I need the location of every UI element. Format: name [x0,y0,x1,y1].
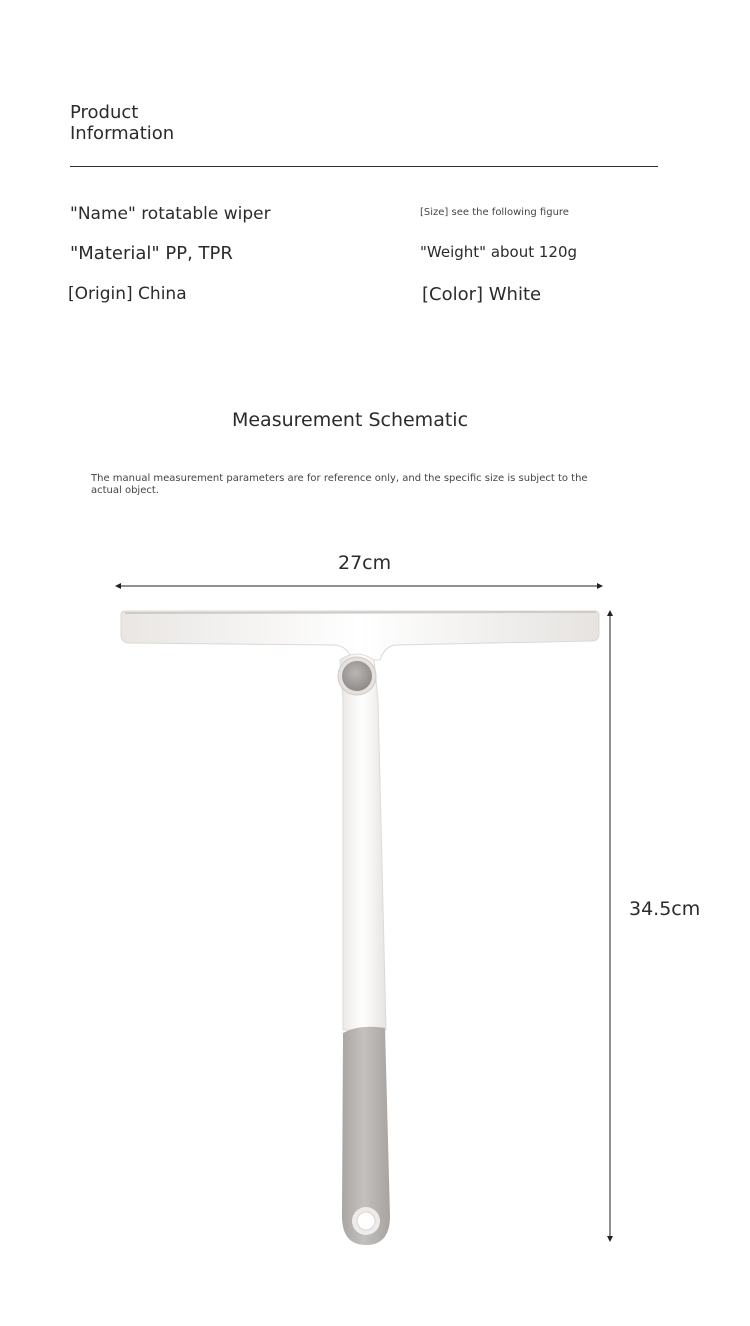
spec-weight: "Weight" about 120g [420,243,578,261]
spec-material: "Material" PP, TPR [70,243,233,264]
spec-size: [Size] see the following figure [420,207,569,218]
height-dimension-line [607,610,613,1242]
spec-name: "Name" rotatable wiper [70,204,271,224]
rotation-knob [338,657,376,695]
hanging-hole-icon [352,1207,380,1235]
width-dimension-line [115,583,603,589]
spec-color: [Color] White [422,284,542,305]
measurement-disclaimer: The manual measurement parameters are for reference only, and the specific size is subject to the actual object. [91,473,588,496]
wiper-blade [121,611,599,660]
measurement-schematic-title: Measurement Schematic [231,409,469,431]
spec-origin: [Origin] China [68,284,187,304]
width-label: 27cm [338,552,392,574]
height-label: 34.5cm [629,898,701,920]
wiper-handle [340,654,386,1030]
product-information-title: Product Information [70,102,175,144]
